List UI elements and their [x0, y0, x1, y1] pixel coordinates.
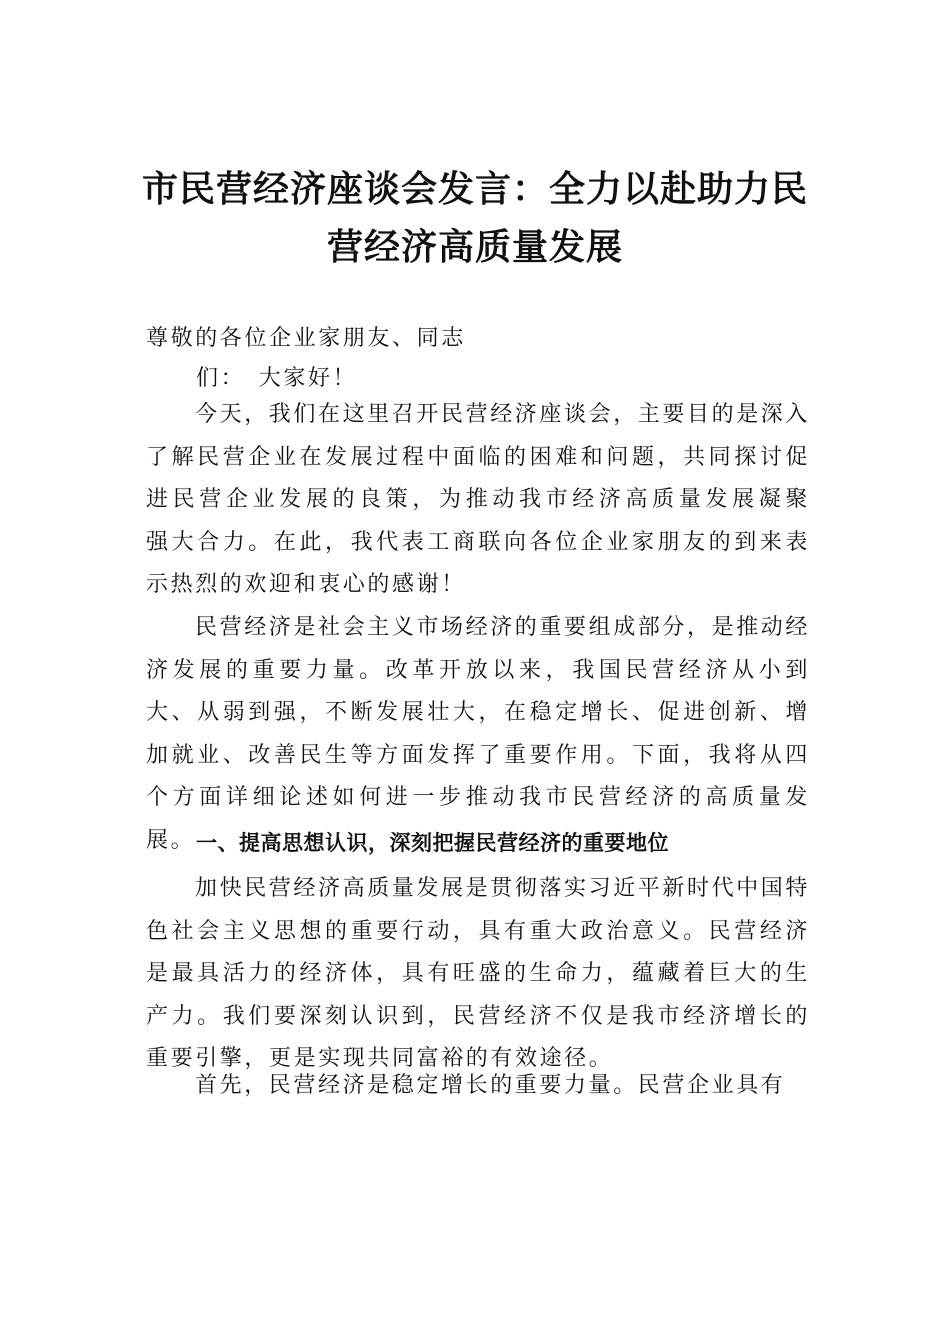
- section-1-paragraph-1: 加快民营经济高质量发展是贯彻落实习近平新时代中国特色社会主义思想的重要行动，具有重大政治意义。民营经济是最具活力的经济体，具有旺盛的生命力，蕴藏着巨大的生产力。我们要深刻认识到，民营经济不仅是我市经济增长的重要引擎，更是实现共同富裕的有效途径。: [146, 876, 811, 1071]
- document-title-line-1: 市民营经济座谈会发言：全力以赴助力民: [141, 169, 808, 210]
- section-heading-1: 一、提高思想认识，深刻把握民营经济的重要地位: [196, 831, 669, 855]
- paragraph-intro: 今天，我们在这里召开民营经济座谈会，主要目的是深入了解民营企业在发展过程中面临的困难和问题，共同探讨促进民营企业发展的良策，为推动我市经济高质量发展凝聚 强大合力。在此，我代表工商联向各位企业家朋友的到来表 示热烈的欢迎和衷心的感谢！: [146, 402, 835, 597]
- salutation: 尊敬的各位企业家朋友、同志: [146, 326, 466, 351]
- paragraph-private-economy: 民营经济是社会主义市场经济的重要组成部分，是推动经济发展的重要力量。改革开放以来，我国民营经济从小到大、从弱到强，不断发展壮大，在稳定增长、促进创新、增加就业、改善民生等方面发挥了重要作用。下面，我将从四个方面详细论述如何进一步推动我市民营经济的高质量发展。: [146, 615, 811, 853]
- greeting: 们： 大家好！: [196, 366, 358, 391]
- section-1-paragraph-2: 首先，民营经济是稳定增长的重要力量。民营企业具有: [195, 1073, 786, 1098]
- document-title-line-2: 营经济高质量发展: [326, 227, 623, 268]
